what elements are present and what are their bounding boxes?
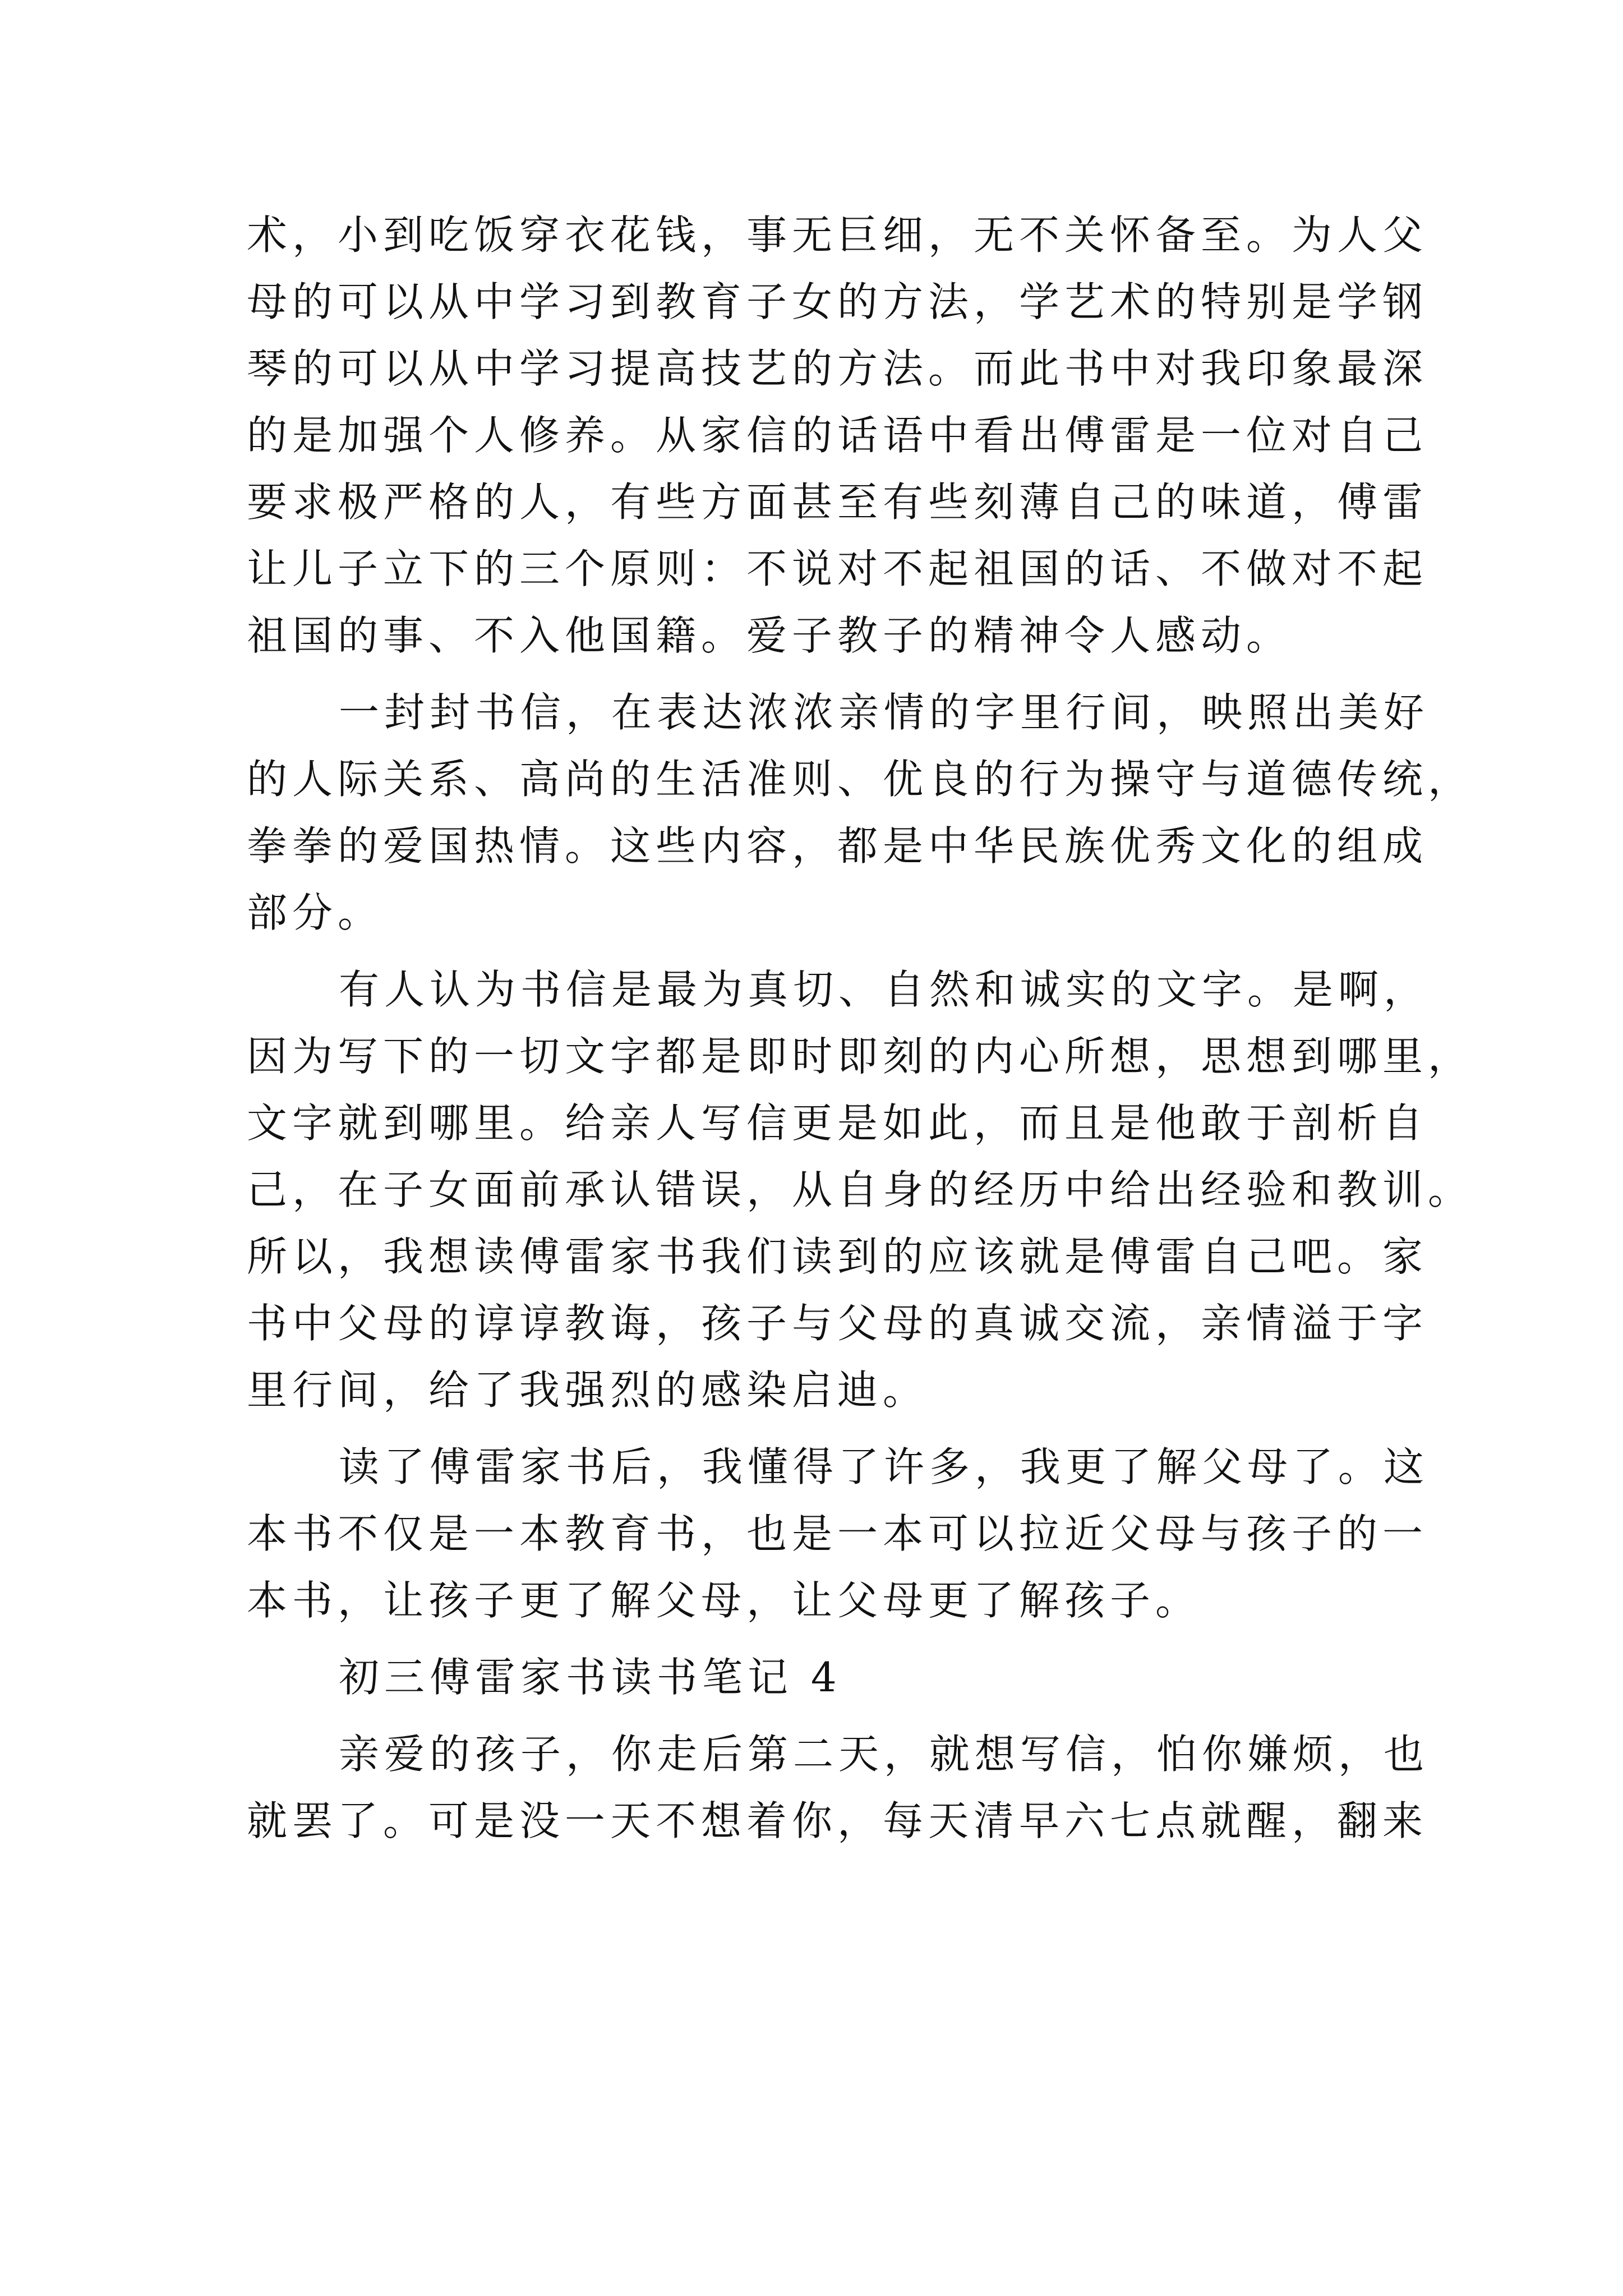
paragraph-4 bbox=[247, 1434, 1430, 1634]
paragraph-gap bbox=[247, 1711, 1378, 1721]
text-line: 一封封书信，在表达浓浓亲情的字里行间，映照出美好 bbox=[339, 689, 1430, 736]
text-line: 所以，我想读傅雷家书我们读到的应该就是傅雷自己吧。家 bbox=[247, 1233, 1428, 1280]
text-line: 亲爱的孩子，你走后第二天，就想写信，怕你嫌烦，也 bbox=[339, 1731, 1430, 1778]
text-line: 己，在子女面前承认错误，从自身的经历中给出经验和教训。 bbox=[247, 1166, 1474, 1213]
text-line: 部分。 bbox=[247, 889, 384, 936]
paragraph-2 bbox=[247, 679, 1474, 946]
paragraph-gap bbox=[247, 1424, 1378, 1434]
text-line: 要求极严格的人，有些方面甚至有些刻薄自己的味道，傅雷 bbox=[247, 478, 1428, 526]
paragraph-gap bbox=[247, 669, 1378, 679]
paragraph-gap bbox=[247, 946, 1378, 956]
text-line: 拳拳的爱国热情。这些内容，都是中华民族优秀文化的组成 bbox=[247, 822, 1428, 869]
text-line: 让儿子立下的三个原则：不说对不起祖国的话、不做对不起 bbox=[247, 545, 1428, 592]
text-line: 祖国的事、不入他国籍。爱子教子的精神令人感动。 bbox=[247, 612, 1292, 659]
text-line: 书中父母的谆谆教诲，孩子与父母的真诚交流，亲情溢于字 bbox=[247, 1300, 1428, 1347]
text-line: 的是加强个人修养。从家信的话语中看出傅雷是一位对自己 bbox=[247, 412, 1428, 459]
paragraph-3 bbox=[247, 956, 1474, 1424]
text-line: 因为写下的一切文字都是即时即刻的内心所想，思想到哪里， bbox=[247, 1033, 1474, 1080]
text-line: 术，小到吃饭穿衣花钱，事无巨细，无不关怀备至。为人父 bbox=[247, 211, 1428, 259]
paragraph-6 bbox=[247, 1721, 1430, 1855]
paragraph-gap bbox=[247, 1634, 1378, 1644]
section-title: 初三傅雷家书读书笔记 4 bbox=[339, 1654, 842, 1701]
section-heading bbox=[247, 1644, 1378, 1711]
text-line: 读了傅雷家书后，我懂得了许多，我更了解父母了。这 bbox=[339, 1443, 1430, 1490]
text-line: 就罢了。可是没一天不想着你，每天清早六七点就醒，翻来 bbox=[247, 1797, 1428, 1844]
text-line: 有人认为书信是最为真切、自然和诚实的文字。是啊， bbox=[339, 966, 1430, 1013]
text-line: 的人际关系、高尚的生活准则、优良的行为操守与道德传统， bbox=[247, 756, 1474, 803]
text-line: 本书，让孩子更了解父母，让父母更了解孩子。 bbox=[247, 1577, 1201, 1624]
text-line: 琴的可以从中学习提高技艺的方法。而此书中对我印象最深 bbox=[247, 345, 1428, 392]
paragraph-1 bbox=[247, 202, 1428, 669]
text-line: 本书不仅是一本教育书，也是一本可以拉近父母与孩子的一 bbox=[247, 1510, 1428, 1557]
text-line: 里行间，给了我强烈的感染启迪。 bbox=[247, 1366, 929, 1414]
body-text bbox=[247, 202, 1474, 1855]
text-line: 文字就到哪里。给亲人写信更是如此，而且是他敢于剖析自 bbox=[247, 1099, 1428, 1147]
text-line: 母的可以从中学习到教育子女的方法，学艺术的特别是学钢 bbox=[247, 278, 1428, 325]
